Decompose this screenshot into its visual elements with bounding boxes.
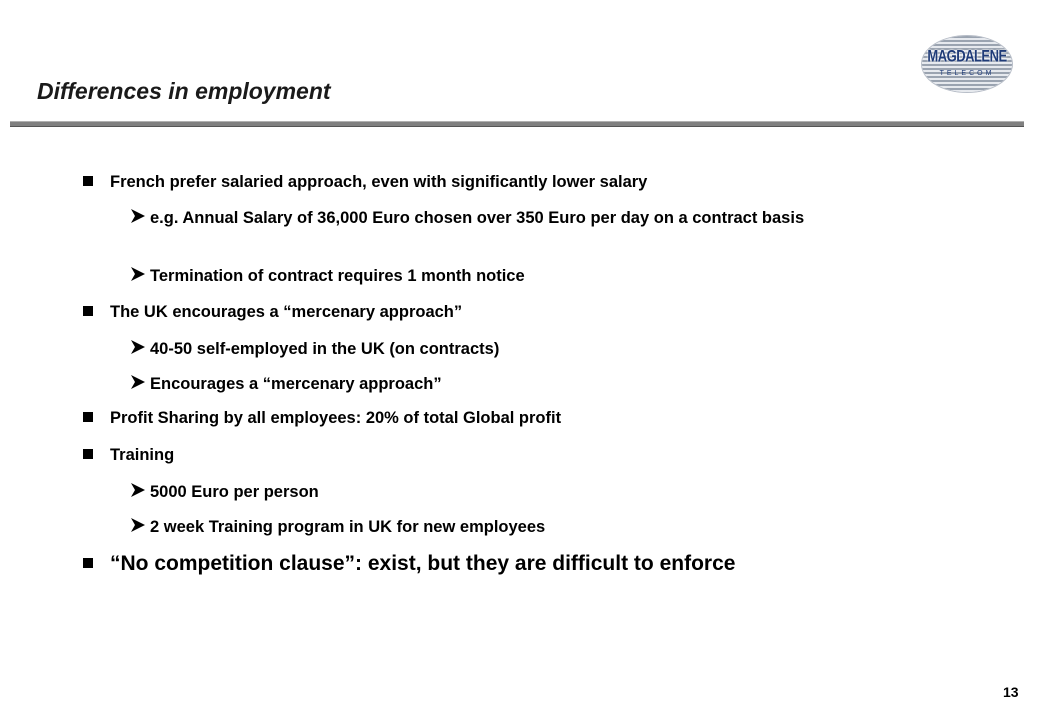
- arrow-bullet-icon: [130, 374, 146, 390]
- arrow-bullet-icon: [130, 208, 146, 224]
- sub-bullet-item: 40-50 self-employed in the UK (on contracts): [150, 340, 500, 358]
- sub-bullet-item: Termination of contract requires 1 month notice: [150, 267, 525, 285]
- bullet-item: The UK encourages a “mercenary approach”: [110, 303, 463, 321]
- bullet-item: Profit Sharing by all employees: 20% of total Global profit: [110, 409, 562, 427]
- square-bullet-icon: [83, 306, 93, 316]
- arrow-bullet-icon: [130, 266, 146, 282]
- arrow-bullet-icon: [130, 482, 146, 498]
- page-number: 13: [1003, 684, 1019, 700]
- title-divider: [10, 121, 1024, 127]
- square-bullet-icon: [83, 449, 93, 459]
- logo-main-text: MAGDALENE: [927, 45, 1007, 66]
- logo-sub-text: TELECOM: [939, 70, 995, 77]
- slide-title: Differences in employment: [37, 78, 331, 104]
- sub-bullet-item: 2 week Training program in UK for new employees: [150, 518, 546, 536]
- bullet-item: French prefer salaried approach, even with significantly lower salary: [110, 173, 648, 191]
- square-bullet-icon: [83, 558, 93, 568]
- arrow-bullet-icon: [130, 517, 146, 533]
- sub-bullet-item: 5000 Euro per person: [150, 483, 319, 501]
- sub-bullet-item: Encourages a “mercenary approach”: [150, 375, 442, 393]
- bullet-item: Training: [110, 446, 175, 464]
- company-logo: [922, 36, 1012, 92]
- square-bullet-icon: [83, 412, 93, 422]
- sub-bullet-item: e.g. Annual Salary of 36,000 Euro chosen over 350 Euro per day on a contract basis: [150, 209, 805, 227]
- arrow-bullet-icon: [130, 339, 146, 355]
- square-bullet-icon: [83, 176, 93, 186]
- bullet-item: “No competition clause”: exist, but they are difficult to enforce: [110, 552, 736, 575]
